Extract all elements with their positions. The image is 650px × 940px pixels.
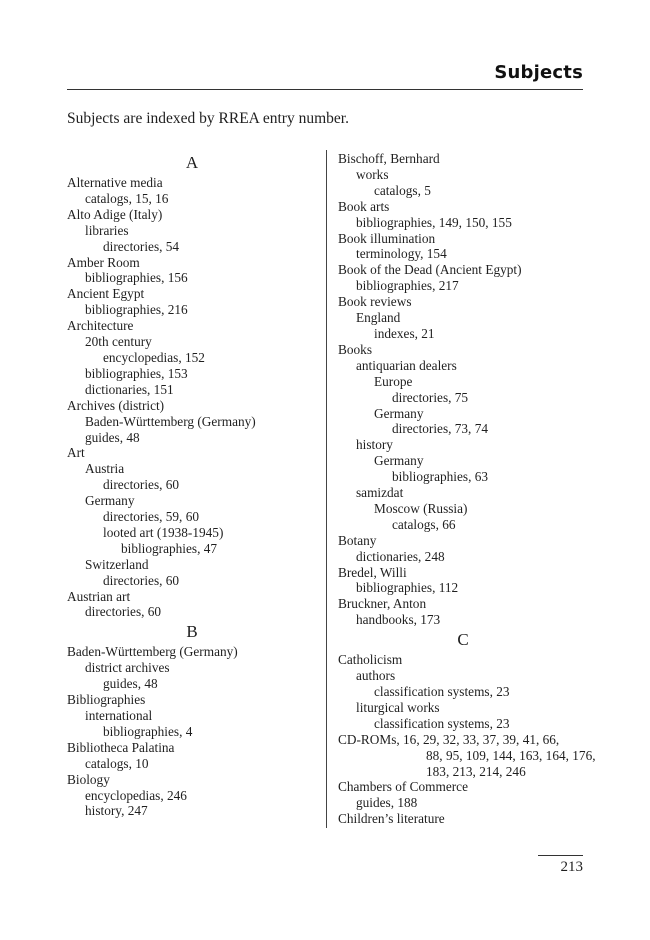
index-subentry: dictionaries, 248 [356, 548, 445, 564]
index-subentry: catalogs, 5 [374, 182, 431, 198]
index-subentry: catalogs, 66 [392, 516, 456, 532]
section-letter: B [186, 622, 198, 642]
index-subentry: bibliographies, 63 [392, 469, 489, 485]
folio-rule [538, 855, 583, 856]
index-subentry: 183, 213, 214, 246 [426, 763, 526, 779]
index-heading: Botany [338, 532, 377, 548]
index-subentry: directories, 60 [103, 572, 180, 588]
index-heading: Ancient Egypt [67, 286, 145, 302]
index-subentry: antiquarian dealers [356, 357, 457, 373]
index-subentry: Switzerland [85, 556, 149, 572]
index-subentry: directories, 60 [103, 477, 180, 493]
page-number: 213 [560, 859, 583, 875]
index-heading: Architecture [67, 318, 134, 334]
index-heading: Bischoff, Bernhard [338, 151, 440, 166]
index-subentry: directories, 60 [85, 604, 162, 620]
index-subentry: bibliographies, 153 [85, 365, 188, 381]
index-subentry: directories, 59, 60 [103, 509, 200, 525]
index-subentry: 88, 95, 109, 144, 163, 164, 176, [426, 747, 596, 763]
index-subentry: Europe [374, 373, 413, 389]
column-divider [326, 150, 327, 828]
index-heading: Austrian art [67, 588, 131, 604]
index-subentry: guides, 48 [85, 429, 140, 445]
index-subentry: liturgical works [356, 699, 440, 715]
index-heading: Bibliotheca Palatina [67, 739, 175, 755]
index-subentry: bibliographies, 216 [85, 302, 188, 318]
index-subentry: Germany [374, 405, 424, 421]
index-heading: Book of the Dead (Ancient Egypt) [338, 262, 522, 278]
index-heading: Bibliographies [67, 692, 146, 708]
index-subentry: libraries [85, 222, 129, 238]
index-subentry: encyclopedias, 152 [103, 349, 205, 365]
index-heading: Archives (district) [67, 397, 165, 413]
index-column-left [67, 151, 317, 819]
index-subentry: bibliographies, 156 [85, 270, 188, 286]
index-subentry: guides, 48 [103, 676, 158, 692]
section-letter: C [457, 630, 469, 650]
header-rule [67, 89, 583, 90]
index-heading: Children’s literature [338, 811, 445, 827]
index-subentry: directories, 54 [103, 238, 180, 254]
index-heading: Baden-Württemberg (Germany) [67, 644, 238, 660]
page-header-title: Subjects [494, 62, 583, 83]
index-subentry: district archives [85, 660, 170, 676]
index-subentry: Germany [85, 493, 135, 509]
index-heading: Bredel, Willi [338, 564, 407, 580]
index-subentry: Baden-Württemberg (Germany) [85, 413, 256, 429]
index-subentry: international [85, 708, 153, 723]
index-subentry: terminology, 154 [356, 246, 447, 262]
index-subentry: bibliographies, 4 [103, 723, 193, 739]
index-subentry: Austria [85, 461, 125, 477]
index-heading: Biology [67, 771, 110, 787]
index-subentry: bibliographies, 47 [121, 540, 218, 556]
index-subentry: Germany [374, 453, 424, 469]
index-subentry: bibliographies, 112 [356, 580, 459, 596]
section-letter: A [185, 153, 199, 172]
index-subentry: indexes, 21 [374, 325, 435, 341]
index-subentry: dictionaries, 151 [85, 381, 174, 397]
index-subentry: encyclopedias, 246 [85, 787, 187, 803]
index-subentry: samizdat [356, 485, 404, 501]
index-heading: Chambers of Commerce [338, 779, 468, 795]
index-subentry: England [356, 310, 401, 326]
index-heading: Alternative media [67, 175, 163, 190]
intro-text: Subjects are indexed by RREA entry number. [67, 110, 349, 127]
index-subentry: guides, 188 [356, 795, 418, 811]
index-subentry: bibliographies, 217 [356, 278, 459, 294]
index-heading: Alto Adige (Italy) [67, 206, 163, 222]
index-subentry: history, 247 [85, 803, 148, 819]
index-subentry: catalogs, 15, 16 [85, 190, 169, 206]
index-subentry: looted art (1938-1945) [103, 524, 224, 540]
index-subentry: 20th century [85, 334, 152, 350]
index-subentry: history [356, 437, 393, 453]
index-subentry: handbooks, 173 [356, 612, 441, 628]
index-heading: Book reviews [338, 294, 412, 310]
index-heading: Amber Room [67, 254, 140, 270]
index-subentry: classification systems, 23 [374, 684, 510, 699]
index-heading: Books [338, 341, 372, 357]
index-subentry: works [356, 166, 389, 182]
index-subentry: bibliographies, 149, 150, 155 [356, 214, 512, 230]
index-heading: Catholicism [338, 652, 403, 668]
index-subentry: directories, 75 [392, 389, 469, 405]
index-subentry: directories, 73, 74 [392, 421, 489, 437]
index-heading: Book arts [338, 198, 390, 214]
index-column-right [338, 151, 596, 827]
index-subentry: classification systems, 23 [374, 715, 510, 731]
index-subentry: authors [356, 668, 396, 684]
index-heading: CD-ROMs, 16, 29, 32, 33, 37, 39, 41, 66, [338, 731, 560, 747]
index-heading: Bruckner, Anton [338, 596, 427, 612]
index-heading: Art [67, 445, 85, 461]
index-subentry: catalogs, 10 [85, 755, 149, 771]
index-subentry: Moscow (Russia) [374, 500, 468, 516]
index-heading: Book illumination [338, 230, 436, 246]
